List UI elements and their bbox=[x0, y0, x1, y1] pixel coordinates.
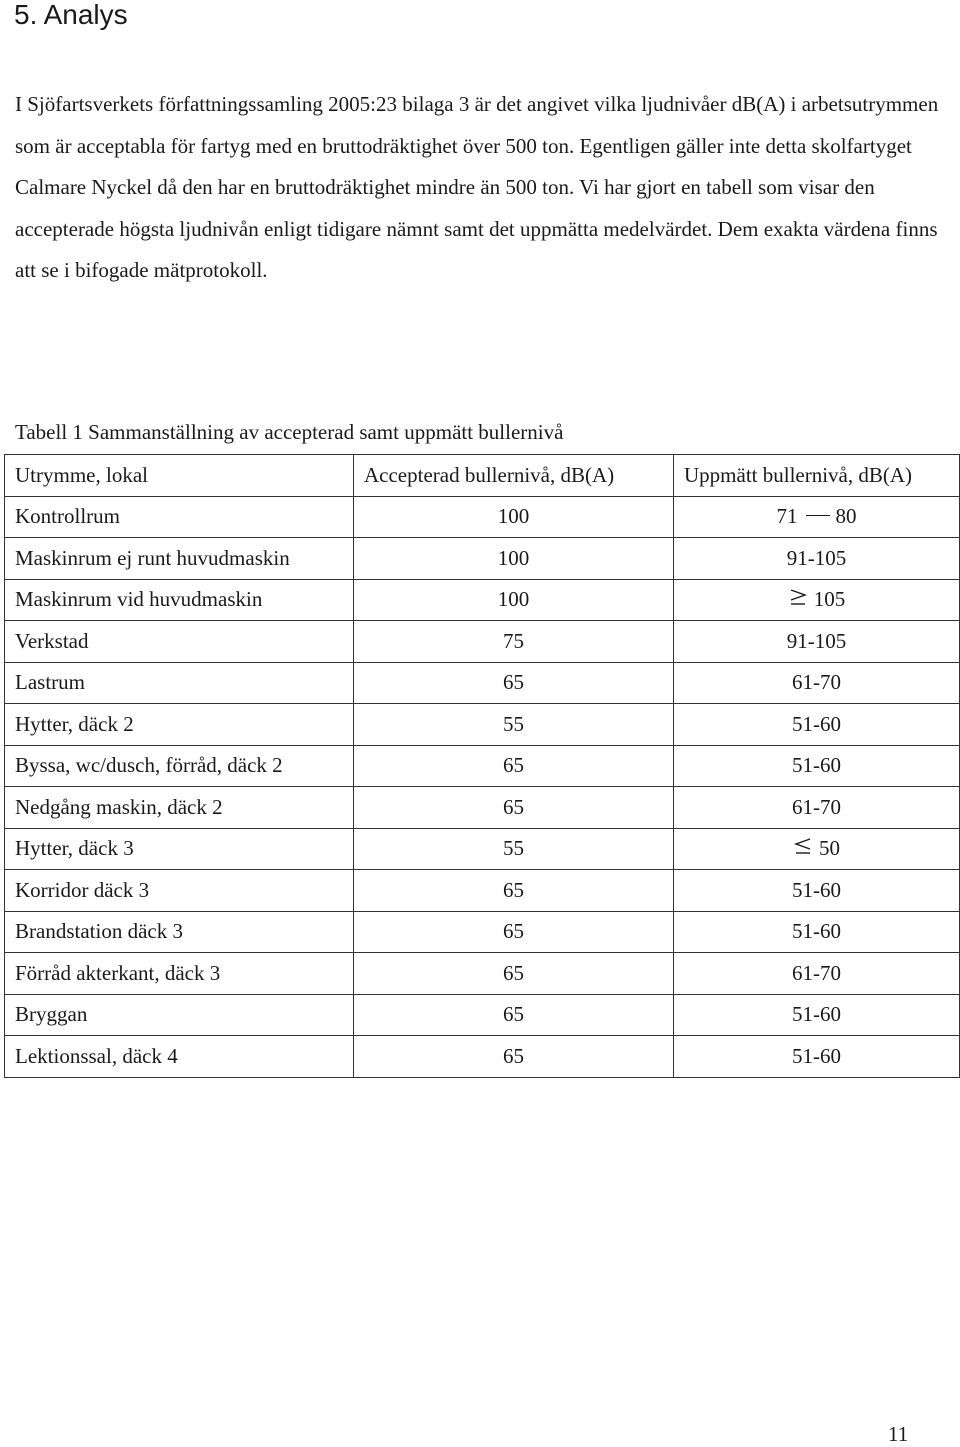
table-caption: Tabell 1 Sammanställning av accepterad samt uppmätt bullernivå bbox=[15, 420, 564, 444]
cell-accepted: 100 bbox=[354, 496, 674, 538]
cell-accepted: 65 bbox=[354, 662, 674, 704]
table-row bbox=[5, 745, 960, 787]
cell-measured bbox=[674, 579, 960, 621]
table-row bbox=[5, 911, 960, 953]
cell-space: Kontrollrum bbox=[5, 496, 354, 538]
page-number: 11 bbox=[888, 1422, 909, 1446]
range-dash bbox=[806, 515, 830, 517]
table-row bbox=[5, 662, 960, 704]
greater-or-equal-icon bbox=[788, 592, 808, 606]
cell-accepted: 65 bbox=[354, 745, 674, 787]
table-row bbox=[5, 1036, 960, 1078]
section-heading: 5. Analys bbox=[14, 0, 128, 30]
cell-measured: 61-70 bbox=[674, 787, 960, 829]
cell-space: Maskinrum vid huvudmaskin bbox=[5, 579, 354, 621]
noise-level-table bbox=[4, 454, 960, 1078]
table-row bbox=[5, 579, 960, 621]
cell-measured bbox=[674, 828, 960, 870]
cell-measured: 51-60 bbox=[674, 704, 960, 746]
cell-space: Lastrum bbox=[5, 662, 354, 704]
cell-measured: 61-70 bbox=[674, 662, 960, 704]
table-row bbox=[5, 994, 960, 1036]
header-measured: Uppmätt bullernivå, dB(A) bbox=[674, 455, 960, 497]
cell-space: Hytter, däck 3 bbox=[5, 828, 354, 870]
body-paragraph: I Sjöfartsverkets författningssamling 2005:23 bilaga 3 är det angivet vilka ljudnivåer dB(A) i arbetsutrymmen som är acceptabla för fartyg med en bruttodräktighet över 500 ton. Egentligen gäller inte detta skolfartyget Calmare Nyckel då den har en bruttodräktighet mindre än 500 ton. Vi har gjort en tabell som visar den accepterade högsta ljudnivån enligt tidigare nämnt samt det uppmätta medelvärdet. Dem exakta värdena finns att se i bifogade mätprotokoll. bbox=[15, 92, 939, 283]
cell-accepted: 65 bbox=[354, 787, 674, 829]
cell-accepted: 65 bbox=[354, 911, 674, 953]
cell-space: Bryggan bbox=[5, 994, 354, 1036]
less-or-equal-icon bbox=[793, 841, 813, 855]
cell-measured: 91-105 bbox=[674, 621, 960, 663]
measured-value: 50 bbox=[819, 836, 840, 861]
cell-accepted: 100 bbox=[354, 538, 674, 580]
cell-measured: 51-60 bbox=[674, 1036, 960, 1078]
table-row bbox=[5, 828, 960, 870]
table-row bbox=[5, 953, 960, 995]
cell-measured: 51-60 bbox=[674, 745, 960, 787]
table-row bbox=[5, 496, 960, 538]
table-row bbox=[5, 704, 960, 746]
cell-accepted: 65 bbox=[354, 870, 674, 912]
cell-space: Hytter, däck 2 bbox=[5, 704, 354, 746]
cell-measured: 51-60 bbox=[674, 870, 960, 912]
cell-space: Maskinrum ej runt huvudmaskin bbox=[5, 538, 354, 580]
cell-space: Brandstation däck 3 bbox=[5, 911, 354, 953]
header-accepted: Accepterad bullernivå, dB(A) bbox=[354, 455, 674, 497]
cell-measured: 91-105 bbox=[674, 538, 960, 580]
cell-space: Förråd akterkant, däck 3 bbox=[5, 953, 354, 995]
table-row bbox=[5, 870, 960, 912]
cell-accepted: 75 bbox=[354, 621, 674, 663]
cell-accepted: 65 bbox=[354, 953, 674, 995]
cell-measured: 51-60 bbox=[674, 994, 960, 1036]
measured-low: 71 bbox=[776, 504, 798, 529]
cell-measured: 51-60 bbox=[674, 911, 960, 953]
measured-value: 105 bbox=[813, 587, 846, 612]
header-space: Utrymme, lokal bbox=[5, 455, 354, 497]
cell-space: Verkstad bbox=[5, 621, 354, 663]
table-row bbox=[5, 538, 960, 580]
cell-accepted: 55 bbox=[354, 828, 674, 870]
table-header-row bbox=[5, 455, 960, 497]
cell-accepted: 65 bbox=[354, 994, 674, 1036]
cell-measured: 61-70 bbox=[674, 953, 960, 995]
cell-accepted: 100 bbox=[354, 579, 674, 621]
cell-space: Lektionssal, däck 4 bbox=[5, 1036, 354, 1078]
cell-accepted: 65 bbox=[354, 1036, 674, 1078]
table-row bbox=[5, 621, 960, 663]
cell-accepted: 55 bbox=[354, 704, 674, 746]
cell-space: Nedgång maskin, däck 2 bbox=[5, 787, 354, 829]
cell-measured bbox=[674, 496, 960, 538]
cell-space: Byssa, wc/dusch, förråd, däck 2 bbox=[5, 745, 354, 787]
table-row bbox=[5, 787, 960, 829]
cell-space: Korridor däck 3 bbox=[5, 870, 354, 912]
measured-high: 80 bbox=[835, 504, 857, 529]
